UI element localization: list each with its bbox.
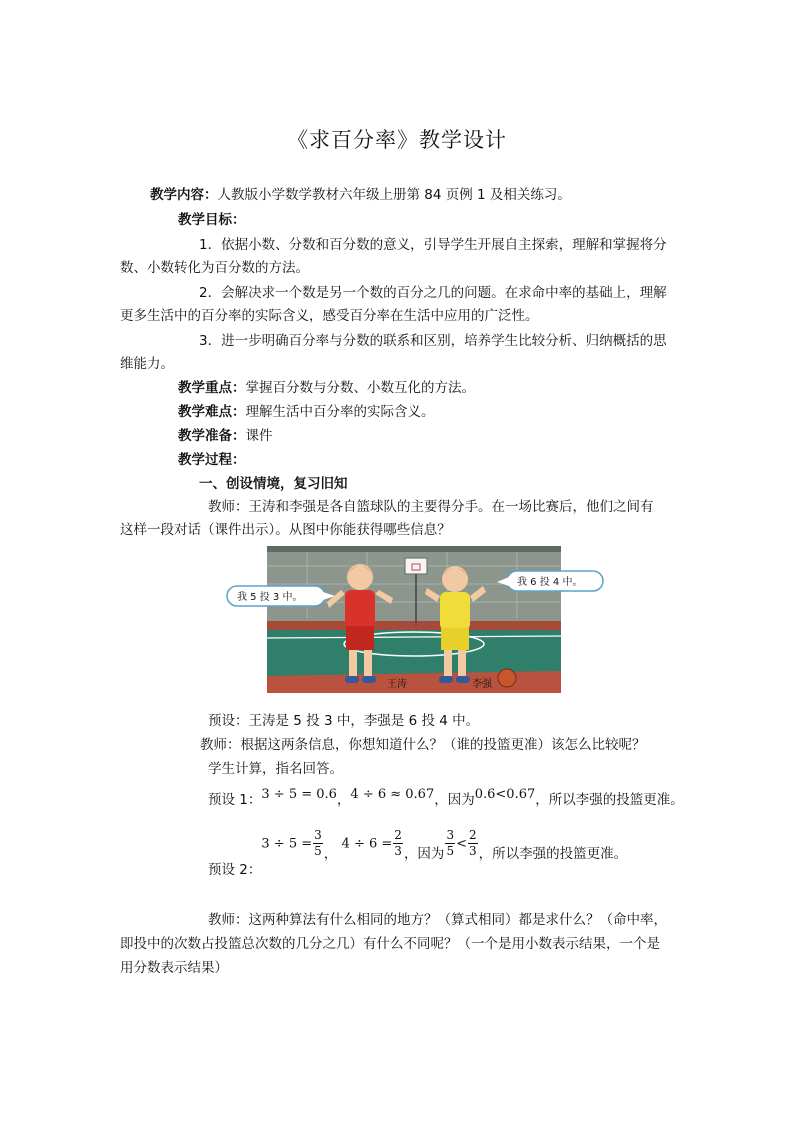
speech-bubble-left: [227, 586, 335, 606]
preset-2-frac-1: [313, 828, 323, 859]
teacher-line-3a: 教师：这两种算法有什么相同的地方？（算式相同）都是求什么？（命中率，: [208, 912, 667, 928]
frac-1-den: 5: [314, 844, 322, 858]
key-point-label: 教学重点：: [178, 380, 246, 396]
name-label-left: 王涛: [387, 679, 407, 690]
preset-2-tail: ，所以李强的投篮更准。: [478, 845, 628, 862]
bubble-right-text: 我 6 投 4 中。: [517, 577, 583, 588]
cmp-frac-1-den: 5: [446, 844, 455, 858]
teacher-line-1b: 这样一段对话（课件出示）。从图中你能获得哪些信息？: [120, 522, 451, 538]
preset-2-because: ，因为: [403, 845, 445, 862]
preset-1-because: ，因为: [434, 792, 475, 808]
content-row: [150, 185, 571, 205]
preset-2-frac-2: [393, 828, 403, 859]
preset-2-sep: ，: [323, 845, 338, 862]
key-point-text: 掌握百分数与分数、小数互化的方法。: [245, 380, 475, 396]
process-label: 教学过程：: [178, 452, 246, 468]
section-heading: 一、创设情境，复习旧知: [199, 476, 348, 492]
goal-3-line-1: 3．进一步明确百分率与分数的联系和区别，培养学生比较分析、归纳概括的思: [199, 333, 667, 349]
preparation-label: 教学准备：: [178, 428, 246, 444]
name-label-right: 李强: [472, 679, 492, 690]
preset-2-cmp-frac-1: [445, 828, 455, 859]
teacher-line-2: 教师：根据这两条信息，你想知道什么？（谁的投篮更准）该怎么比较呢？: [200, 737, 646, 753]
preset-2-expr-1: 3 ÷ 5 =: [261, 836, 313, 852]
students-line: 学生计算，指名回答。: [208, 761, 343, 777]
preset-1-expr-2: 4 ÷ 6 ≈ 0.67: [350, 787, 435, 802]
preset-2-label: 预设 2：: [208, 861, 262, 878]
ceiling-beam: [267, 546, 561, 552]
content-label: 教学内容：: [150, 187, 218, 203]
frac-2-den: 3: [394, 844, 402, 858]
content-text: 人教版小学数学教材六年级上册第 84 页例 1 及相关练习。: [217, 187, 571, 203]
frac-1-num: 3: [314, 828, 322, 842]
basketball-illustration: [237, 546, 583, 693]
preset-2-lt: <: [456, 836, 467, 852]
key-point-row: [178, 378, 475, 398]
preparation-row: [178, 426, 273, 446]
bubble-left-text: 我 5 投 3 中。: [237, 592, 303, 603]
teacher-line-3b: 即投中的次数占投篮总次数的几分之几）有什么不同呢？（一个是用小数表示结果，一个是: [120, 936, 660, 952]
difficulty-label: 教学难点：: [178, 404, 246, 420]
goal-1-line-1: 1．依据小数、分数和百分数的意义，引导学生开展自主探索，理解和掌握将分: [199, 237, 667, 253]
preset-1-label: 预设 1：: [208, 792, 262, 808]
goal-2-line-2: 更多生活中的百分率的实际含义，感受百分率在生活中应用的广泛性。: [120, 308, 539, 324]
preset-2-row: [208, 828, 628, 878]
teacher-line-3c: 用分数表示结果）: [120, 960, 228, 976]
goal-3-line-2: 维能力。: [120, 356, 174, 372]
page-title: 《求百分率》教学设计: [287, 128, 507, 152]
frac-2-num: 2: [394, 828, 402, 842]
difficulty-text: 理解生活中百分率的实际含义。: [245, 404, 435, 420]
preparation-text: 课件: [245, 428, 273, 444]
difficulty-row: [178, 402, 435, 422]
preset-1-row: [208, 787, 684, 811]
preset-1-tail: ，所以李强的投篮更准。: [535, 792, 684, 808]
speech-bubble-right: [497, 571, 603, 591]
goal-1-line-2: 数、小数转化为百分数的方法。: [120, 260, 309, 276]
goals-label: 教学目标：: [178, 212, 246, 228]
preset-0: 预设：王涛是 5 投 3 中，李强是 6 投 4 中。: [208, 713, 480, 729]
preset-1-sep: ，: [336, 792, 351, 808]
cmp-frac-2-den: 3: [468, 844, 477, 858]
preset-2-expr-2: 4 ÷ 6 =: [341, 836, 393, 852]
preset-1-expr-1: 3 ÷ 5 = 0.6: [261, 787, 337, 802]
teacher-line-1a: 教师：王涛和李强是各自篮球队的主要得分手。在一场比赛后，他们之间有: [208, 499, 654, 515]
court-border: [267, 621, 561, 630]
goal-2-line-1: 2．会解决求一个数是另一个数的百分之几的问题。在求命中率的基础上，理解: [199, 285, 667, 301]
cmp-frac-1-num: 3: [446, 828, 455, 842]
cmp-frac-2-num: 2: [468, 828, 477, 842]
preset-1-compare: 0.6<0.67: [474, 787, 536, 802]
preset-2-cmp-frac-2: [468, 828, 478, 859]
basketball-icon: [498, 669, 516, 687]
